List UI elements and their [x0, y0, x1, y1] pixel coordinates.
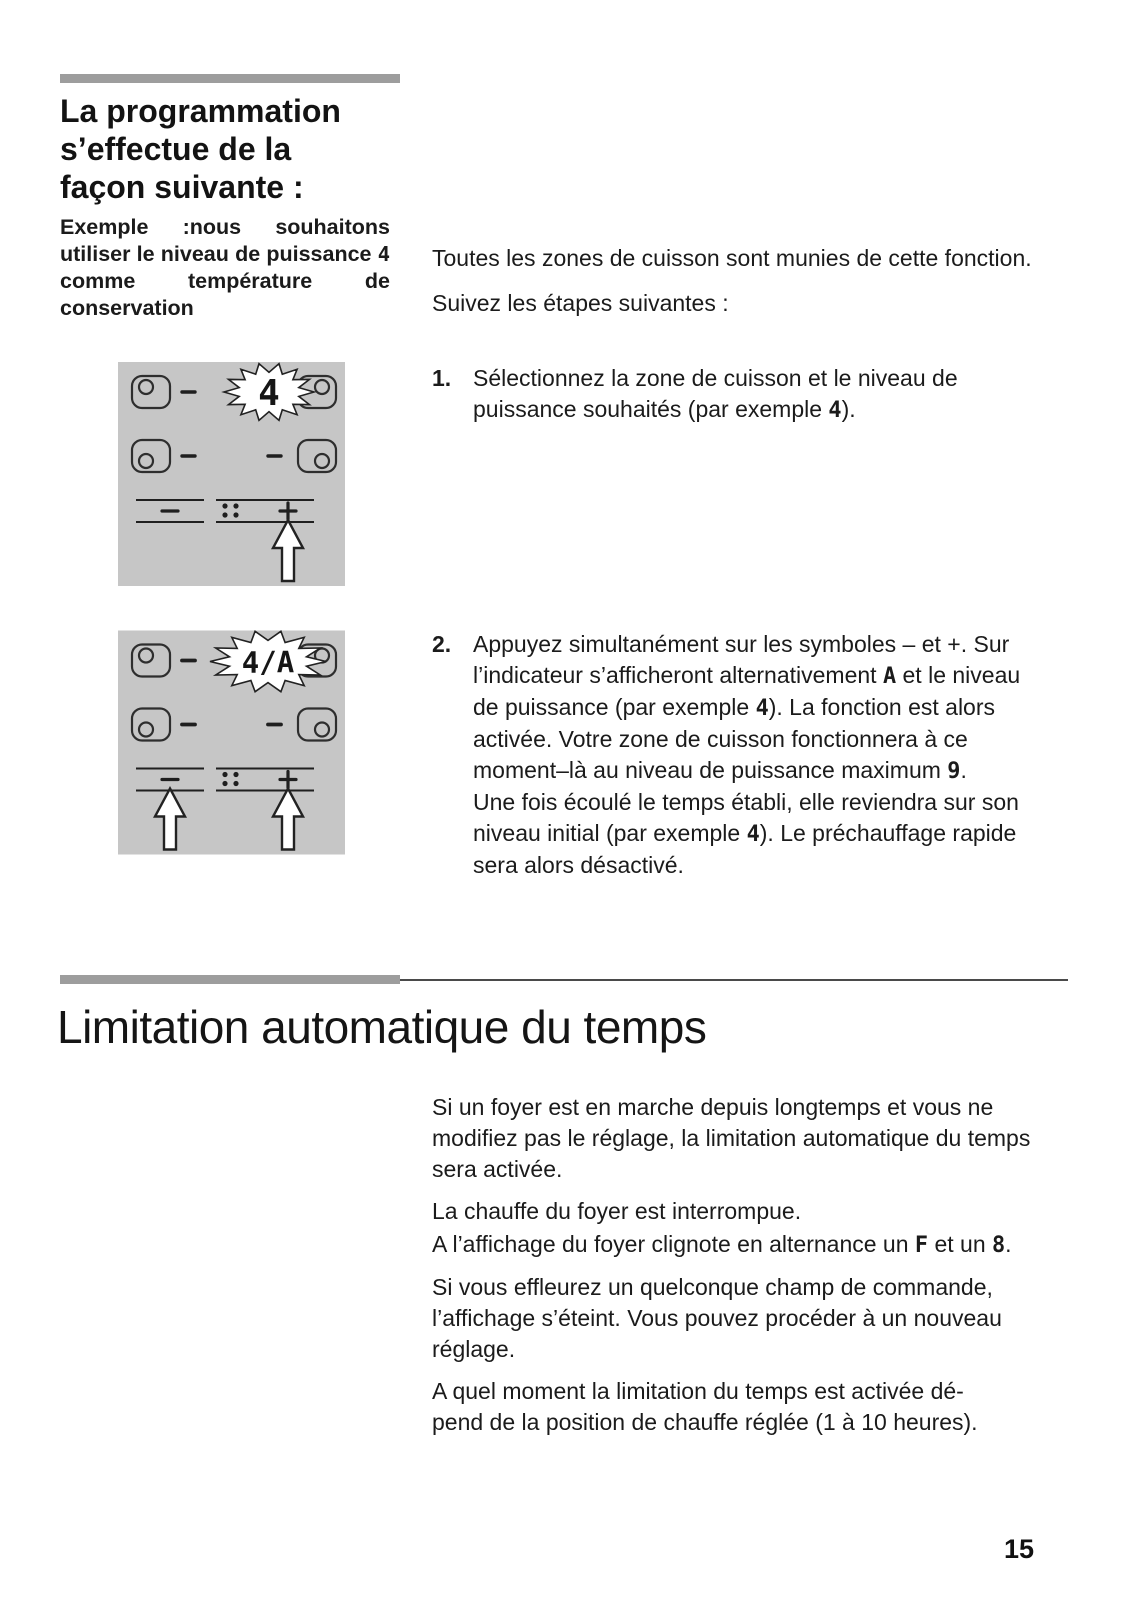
intro-paragraphs — [432, 243, 1046, 319]
cooktop-panel-illustration-2 — [118, 629, 345, 856]
seven-seg-letter-a: A — [882, 664, 897, 689]
step-number: 2. — [432, 631, 452, 657]
seven-seg-digit-4: 4 — [828, 398, 842, 423]
seven-seg-letter-f: F — [914, 1233, 929, 1258]
power-display-alternating: 4/A — [241, 645, 295, 680]
step-1 — [432, 363, 1046, 426]
text-run: et un — [928, 1231, 993, 1257]
seven-seg-digit-8: 8 — [992, 1233, 1006, 1258]
text-run: ). — [841, 396, 856, 422]
paragraph: La chauffe du foyer est interrompue. — [432, 1198, 802, 1224]
step-number: 1. — [432, 365, 452, 391]
section-divider-bar — [60, 975, 400, 984]
section-title — [60, 92, 341, 206]
section-marker-bar — [60, 74, 400, 83]
text-run: Exemple :nous souhaitons utiliser le niveau de puissance — [60, 215, 390, 266]
panel-background — [118, 362, 345, 586]
seven-seg-digit-4: 4 — [755, 696, 769, 721]
example-heading — [60, 214, 390, 322]
page-number: 15 — [1004, 1534, 1035, 1564]
text-run: A l’affichage du foyer clignote en alternance un — [432, 1231, 915, 1257]
text-run: comme température de conservation — [60, 269, 390, 320]
seven-seg-digit-4: 4 — [377, 242, 390, 266]
text-run: . — [960, 757, 967, 783]
text-run: ). La fonction est alors activée. Votre zone de cuisson fonctionnera à ce moment–là au niveau de puissance maximum — [473, 694, 996, 783]
chapter-title: Limitation automatique du temps — [57, 1001, 707, 1053]
text-run: Sélectionnez la zone de cuisson et le niveau de puissance souhaités (par exemple — [473, 365, 958, 422]
text-run: Appuyez simultanément sur les symboles – et +. Sur l’indicateur s’afficheront alternativement — [473, 631, 1010, 688]
limitation-paragraphs — [432, 1092, 1046, 1449]
paragraph: Si vous effleurez un quelconque champ de commande, l’affichage s’éteint. Vous pouvez procéder à un nouveau réglage. — [432, 1274, 1002, 1362]
step-text — [473, 363, 1046, 426]
title-line: façon suivante : — [60, 169, 304, 205]
title-line: La programmation — [60, 93, 341, 129]
step-2 — [432, 629, 1046, 881]
power-display: 4 — [258, 373, 280, 414]
paragraph: Toutes les zones de cuisson sont munies de cette fonction. — [432, 245, 1032, 271]
seven-seg-digit-9: 9 — [947, 759, 961, 784]
text-run: et le niveau de puissance (par exemple — [473, 662, 1021, 720]
cooktop-panel-illustration-1 — [118, 362, 345, 586]
paragraph — [432, 1229, 1046, 1261]
paragraph: Si un foyer est en marche depuis longtemps et vous ne modifiez pas le réglage, la limitation automatique du temps sera activée. — [432, 1094, 1031, 1182]
seven-seg-digit-4: 4 — [746, 822, 760, 847]
title-line: s’effectue de la — [60, 131, 292, 167]
paragraph: Suivez les étapes suivantes : — [432, 290, 729, 316]
step-text — [473, 629, 1046, 881]
text-run: ). Le préchauffage rapide sera alors désactivé. — [473, 820, 1017, 878]
text-run: Une fois écoulé le temps établi, elle reviendra sur son niveau initial (par exemple — [473, 789, 1019, 846]
text-run: A quel moment la limitation du temps est activée dé- — [432, 1378, 964, 1404]
text-run: . — [1005, 1231, 1012, 1257]
paragraph — [432, 1376, 1046, 1438]
text-run: pend de la position de chauffe réglée (1 à 10 heures). — [432, 1409, 978, 1435]
